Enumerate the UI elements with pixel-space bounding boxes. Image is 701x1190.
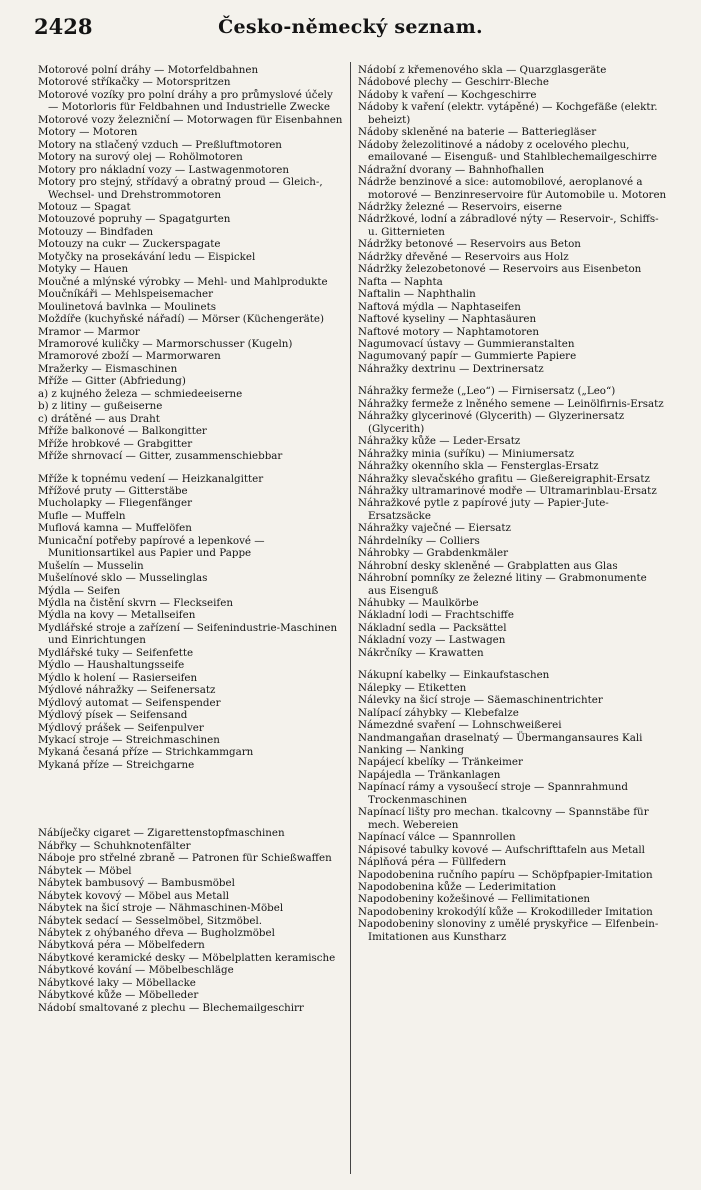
index-entry: Motorové polní dráhy — Motorfeldbahnen — [38, 64, 259, 76]
index-entry: Moždíře (kuchyňské nářadí) — Mörser (Küchengeräte) — [38, 313, 325, 326]
index-entry: Naftové motory — Naphtamotoren — [358, 325, 539, 338]
index-entry: Náhubky — Maulkörbe — [358, 597, 479, 610]
index-entry: Nábytek bambusový — Bambusmöbel — [38, 877, 235, 890]
index-entry: Nábřky — Schuhknotenfälter — [38, 839, 191, 852]
index-entry: Nábytkové kování — Möbelbeschläge — [38, 964, 234, 977]
index-entry: Motyčky na prosekávání ledu — Eispickel — [38, 250, 256, 263]
index-entry: Náhražky slevačského grafitu — Gießereigraphit-Ersatz — [358, 472, 650, 485]
index-entry: Mříže — Gitter (Abfriedung) — [38, 375, 186, 388]
left-column — [38, 64, 344, 1014]
index-entry: Napodobeniny slonoviny z umělé pryskyřice — Elfenbein-Imitationen aus Kunstharz — [358, 918, 659, 943]
entry-list-bottom — [38, 827, 344, 1014]
group-gap — [38, 463, 344, 473]
index-entry: Nákladní lodi — Frachtschiffe — [358, 609, 514, 622]
index-entry: Nálepky — Etiketten — [358, 681, 467, 694]
index-entry: Nádrže benzinové a sice: automobilové, aeroplanové a motorové — Benzinreservoire für Automobile u. Motoren — [358, 176, 667, 201]
entry-list-top — [38, 64, 344, 771]
index-entry: Motouzy — Bindfaden — [38, 225, 154, 238]
index-entry: Nábytek z ohýbaného dřeva — Bugholzmöbel — [38, 927, 275, 939]
index-entry: Moučné a mlýnské výrobky — Mehl- und Mahlprodukte — [38, 275, 328, 288]
index-entry: Naftalin — Naphthalin — [358, 288, 476, 301]
index-entry: Nábytek na šicí stroje — Nähmaschinen-Möbel — [38, 902, 284, 915]
index-entry: Nábytkové keramické desky — Möbelplatten keramische — [38, 951, 336, 964]
index-entry: Moulinetová bavlnka — Moulinets — [38, 300, 217, 313]
index-entry: Municační potřeby papírové a lepenkové — Munitionsartikel aus Papier und Pappe — [38, 534, 265, 560]
index-entry: Mražerky — Eismaschinen — [38, 362, 178, 375]
index-entry: Nápisové tabulky kovové — Aufschrifttafeln aus Metall — [358, 843, 645, 856]
index-entry: Náhrdelníky — Colliers — [358, 534, 480, 547]
section-gap — [38, 771, 344, 827]
index-entry: Motorové vozíky pro polní dráhy a pro průmyslové účely — Motorloris für Feldbahnen und Industrielle Zwecke — [38, 88, 333, 114]
index-entry: Napodobeniny kožešinové — Fellimitationen — [358, 893, 591, 906]
index-entry: Napínací válce — Spannrollen — [358, 831, 516, 844]
index-entry: Mramor — Marmor — [38, 325, 140, 338]
index-entry: Nádražní dvorany — Bahnhofhallen — [358, 163, 545, 176]
index-entry: Nádržky dřevěné — Reservoirs aus Holz — [358, 250, 569, 263]
index-entry: Mříže shrnovací — Gitter, zusammenschiebbar — [38, 450, 283, 463]
index-entry: Nálevky na šicí stroje — Säemaschinentrichter — [358, 694, 603, 707]
index-entry: Nanking — Nanking — [358, 744, 464, 757]
index-entry: Náboje pro střelné zbraně — Patronen für Schießwaffen — [38, 852, 332, 865]
index-entry: Nádržkové, lodní a zábradlové nýty — Reservoir-, Schiffs- u. Gitternieten — [358, 213, 659, 238]
index-entry: Motorové vozy železniční — Motorwagen für Eisenbahnen — [38, 113, 343, 126]
index-entry: Motory pro stejný, střídavý a obratný proud — Gleich-, Wechsel- und Drehstrommotoren — [38, 176, 323, 201]
index-entry: Motouz — Spagat — [38, 200, 131, 213]
index-entry: Motorové stříkačky — Motorspritzen — [38, 76, 231, 89]
index-entry: Nádobové plechy — Geschirr-Bleche — [358, 76, 550, 89]
index-entry: Mýdlový automat — Seifenspender — [38, 696, 221, 709]
index-entry: Nábytek sedací — Sesselmöbel, Sitzmöbel. — [38, 914, 263, 927]
index-entry: Námezdné svaření — Lohnschweißerei — [358, 719, 562, 732]
index-entry: Naftová mýdla — Naphtaseifen — [358, 300, 521, 313]
index-entry: Náhražky okenního skla — Fensterglas-Ersatz — [358, 460, 599, 473]
index-entry: a) z kujného železa — schmiedeeiserne — [38, 387, 243, 400]
index-entry: Náhražky glycerinové (Glycerith) — Glyzerinersatz (Glycerith) — [358, 410, 625, 435]
index-entry: Mykaná česaná příze — Strichkammgarn — [38, 746, 254, 759]
index-entry: Napínací lišty pro mechan. tkalcovny — Spannstäbe für mech. Webereien — [358, 806, 649, 831]
index-entry: Nákladní vozy — Lastwagen — [358, 634, 506, 647]
index-entry: Nákrčníky — Krawatten — [358, 646, 484, 659]
index-entry: Nábíječky cigaret — Zigarettenstopfmaschinen — [38, 827, 285, 840]
index-entry: Náhražky vaječné — Eiersatz — [358, 522, 511, 535]
index-entry: Nábytková péra — Möbelfedern — [38, 939, 205, 952]
index-entry: Náplňová péra — Füllfedern — [358, 856, 507, 869]
page-number: 2428 — [34, 14, 93, 39]
index-entry: Nábytkové kůže — Möbelleder — [38, 989, 199, 1002]
index-entry: Napínací rámy a vysoušecí stroje — Spannrahmund Trockenmaschinen — [358, 781, 628, 806]
index-entry: Náhrobní desky skleněné — Grabplatten aus Glas — [358, 559, 618, 572]
index-entry: Napájecí kbelíky — Tränkeimer — [358, 756, 523, 769]
index-entry: Nábytek kovový — Möbel aus Metall — [38, 889, 230, 902]
index-entry: Mýdla na kovy — Metallseifen — [38, 609, 196, 622]
index-entry: Mydlářské stroje a zařízení — Seifenindustrie-Maschinen und Einrichtungen — [38, 621, 338, 647]
group-gap — [358, 375, 668, 385]
index-entry: Nádobí smaltované z plechu — Blechemailgeschirr — [38, 1001, 304, 1014]
index-entry: Motouzy na cukr — Zuckerspagate — [38, 238, 221, 251]
index-entry: Náhrobky — Grabdenkmäler — [358, 547, 509, 560]
index-entry: Náhražky ultramarinové modře — Ultramarinblau-Ersatz — [358, 484, 657, 497]
index-entry: c) drátěné — aus Draht — [38, 412, 160, 425]
index-entry: Mydlářské tuky — Seifenfette — [38, 646, 194, 659]
index-entry: Mufle — Muffeln — [38, 509, 126, 522]
index-entry: Napodobeniny krokodýlí kůže — Krokodilleder Imitation — [358, 905, 653, 918]
index-entry: Mříže k topnému vedení — Heizkanalgitter — [38, 472, 264, 485]
index-entry: Náhražky kůže — Leder-Ersatz — [358, 435, 521, 448]
index-entry: Nagumovací ústavy — Gummieranstalten — [358, 337, 575, 350]
index-entry: Nábytkové laky — Möbellacke — [38, 976, 196, 989]
column-divider — [350, 62, 351, 1174]
right-column — [358, 64, 668, 943]
index-entry: Nandmangaňan draselnatý — Übermangansaures Kali — [358, 731, 643, 744]
index-entry: Náhražkové pytle z papírové juty — Papier-Jute-Ersatzsäcke — [358, 497, 609, 522]
index-entry: Mýdlový prášek — Seifenpulver — [38, 721, 204, 734]
group-gap — [358, 659, 668, 669]
index-entry: Mýdlo k holení — Rasierseifen — [38, 671, 198, 684]
index-entry: Mramorové zboží — Marmorwaren — [38, 350, 221, 363]
index-entry: Nalípací záhybky — Klebefalze — [358, 706, 519, 719]
index-entry: Mýdlové náhražky — Seifenersatz — [38, 684, 216, 697]
index-entry: Mýdla — Seifen — [38, 584, 121, 597]
index-entry: Mýdlo — Haushaltungsseife — [38, 659, 185, 672]
index-entry: Motory na stlačený vzduch — Preßluftmotoren — [38, 138, 282, 151]
index-entry: Nábytek — Möbel — [38, 864, 132, 877]
index-entry: Mýdlový písek — Seifensand — [38, 709, 188, 722]
index-entry: Náhražky minia (suříku) — Miniumersatz — [358, 447, 575, 460]
index-entry: Náhražky dextrinu — Dextrinersatz — [358, 362, 544, 375]
page-title: Česko-německý seznam. — [218, 16, 483, 38]
index-entry: Nádoby k vaření — Kochgeschirre — [358, 88, 537, 101]
index-entry: Motory na surový olej — Rohölmotoren — [38, 151, 243, 164]
index-entry: Motyky — Hauen — [38, 263, 129, 276]
index-entry: Mramorové kuličky — Marmorschusser (Kugeln) — [38, 337, 293, 350]
index-entry: Nádoby k vaření (elektr. vytápěné) — Kochgefäße (elektr. beheizt) — [358, 101, 658, 126]
index-entry: Napodobenina ručního papíru — Schöpfpapier-Imitation — [358, 868, 653, 881]
index-entry: Mříže balkonové — Balkongitter — [38, 425, 207, 438]
index-entry: Mykací stroje — Streichmaschinen — [38, 734, 220, 747]
index-entry: Motory — Motoren — [38, 126, 138, 139]
index-entry: Nafta — Naphta — [358, 275, 443, 288]
index-entry: Nagumovaný papír — Gummierte Papiere — [358, 350, 577, 363]
index-entry: Muflová kamna — Muffelöfen — [38, 522, 192, 535]
index-entry: Náhražky fermeže („Leo“) — Firnisersatz („Leo“) — [358, 385, 616, 398]
index-entry: Nádoby skleněné na baterie — Batteriegläser — [358, 126, 597, 139]
index-entry: Náhražky fermeže z lněného semene — Leinölfirnis-Ersatz — [358, 397, 664, 410]
index-entry: Mřížové pruty — Gitterstäbe — [38, 484, 188, 497]
index-entry: Nádobí z křemenového skla — Quarzglasgeräte — [358, 64, 607, 76]
index-entry: Motouzové popruhy — Spagatgurten — [38, 213, 231, 226]
index-entry: Náhrobní pomníky ze železné litiny — Grabmonumente aus Eisenguß — [358, 572, 647, 597]
index-entry: Mucholapky — Fliegenfänger — [38, 497, 193, 510]
index-entry: Mříže hrobkové — Grabgitter — [38, 437, 193, 450]
index-entry: Mušelín — Musselin — [38, 559, 144, 572]
index-entry: Nádržky betonové — Reservoirs aus Beton — [358, 238, 581, 251]
index-entry: Nákladní sedla — Packsättel — [358, 621, 507, 634]
index-entry: Nádržky železné — Reservoirs, eiserne — [358, 200, 562, 213]
index-entry: Nákupní kabelky — Einkaufstaschen — [358, 669, 550, 682]
index-entry: Nádoby železolitinové a nádoby z ocelového plechu, emailované — Eisenguß- und Stahlblechemailgeschirre — [358, 138, 657, 164]
index-entry: Mýdla na čistění skvrn — Fleckseifen — [38, 597, 233, 610]
index-entry: Motory pro nákladní vozy — Lastwagenmotoren — [38, 163, 290, 176]
index-entry: Mušelínové sklo — Musselinglas — [38, 572, 208, 585]
entry-list — [358, 64, 668, 943]
index-entry: b) z litiny — gußeiserne — [38, 400, 163, 413]
index-entry: Napájedla — Tränkanlagen — [358, 768, 501, 781]
index-entry: Nádržky železobetonové — Reservoirs aus Eisenbeton — [358, 263, 642, 276]
index-entry: Naftové kyseliny — Naphtasäuren — [358, 313, 537, 326]
index-entry: Moučníkáři — Mehlspeisemacher — [38, 288, 214, 301]
index-entry: Napodobenina kůže — Lederimitation — [358, 881, 557, 893]
index-entry: Mykaná příze — Streichgarne — [38, 758, 195, 771]
